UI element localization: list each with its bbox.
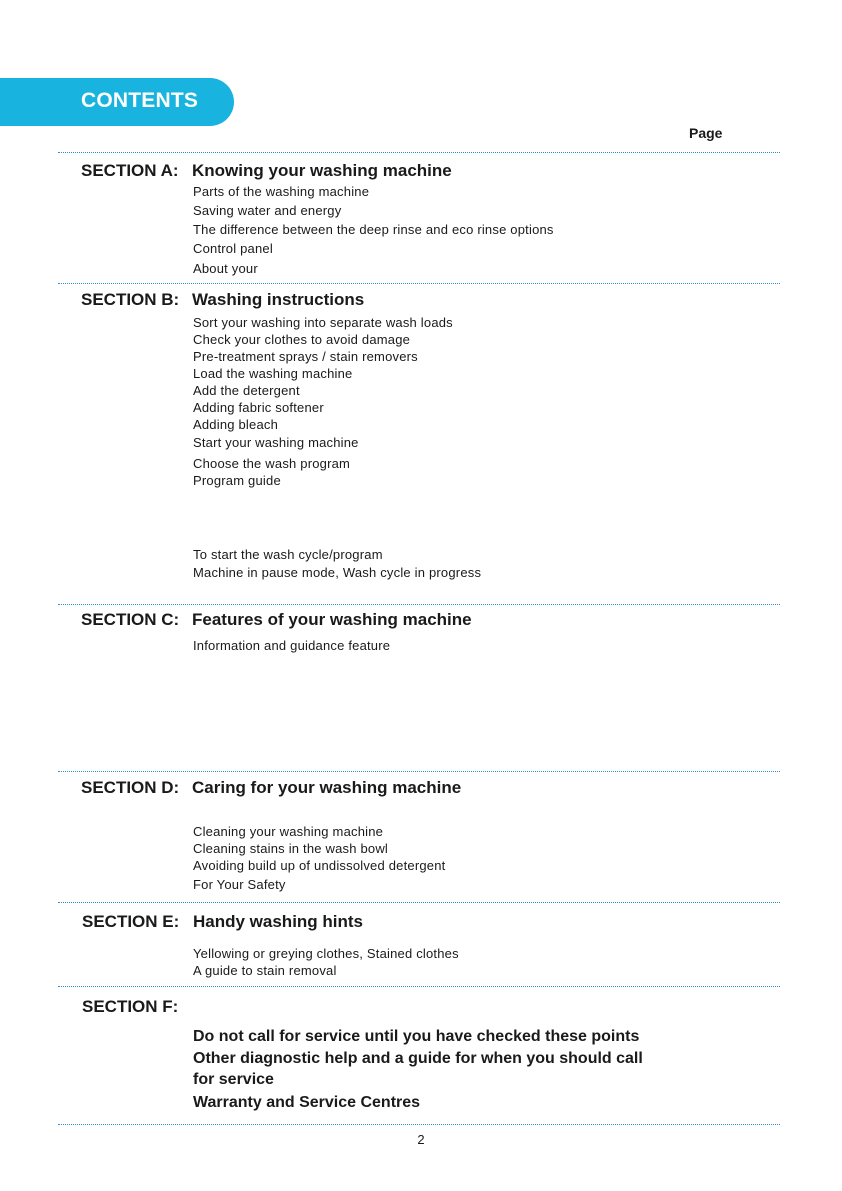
section-a-heading	[81, 161, 452, 181]
section-divider	[58, 604, 780, 605]
section-divider	[58, 283, 780, 284]
section-b-heading	[81, 290, 364, 310]
toc-item[interactable]: Start your washing machine	[193, 435, 359, 450]
section-e-heading	[82, 912, 363, 932]
toc-item[interactable]: Parts of the washing machine	[193, 184, 370, 199]
toc-item[interactable]: Check your clothes to avoid damage	[193, 332, 411, 347]
page-number: 2	[417, 1132, 425, 1147]
section-code: SECTION C:	[81, 610, 180, 629]
section-code: SECTION D:	[81, 778, 180, 797]
toc-item[interactable]: Program guide	[193, 473, 281, 488]
section-d-heading	[81, 778, 461, 798]
toc-item[interactable]: Yellowing or greying clothes, Stained clothes	[193, 946, 459, 961]
section-f-heading	[82, 997, 193, 1017]
toc-item[interactable]: Warranty and Service Centres	[193, 1094, 421, 1111]
section-title: Caring for your washing machine	[192, 778, 462, 797]
section-code: SECTION F:	[82, 997, 179, 1016]
toc-item[interactable]: Other diagnostic help and a guide for when you should call	[193, 1050, 643, 1067]
toc-item[interactable]: Do not call for service until you have checked these points	[193, 1028, 640, 1045]
section-divider	[58, 902, 780, 903]
toc-item[interactable]: The difference between the deep rinse and eco rinse options	[193, 222, 554, 237]
toc-item[interactable]: For Your Safety	[193, 877, 286, 892]
section-divider	[58, 986, 780, 987]
toc-item[interactable]: About your	[193, 261, 258, 276]
section-code: SECTION A:	[81, 161, 179, 180]
toc-item[interactable]: A guide to stain removal	[193, 963, 337, 978]
toc-item[interactable]: Cleaning stains in the wash bowl	[193, 841, 389, 856]
toc-item[interactable]: Machine in pause mode, Wash cycle in progress	[193, 565, 482, 580]
toc-item[interactable]: for service	[193, 1071, 274, 1088]
page-column-label: Page	[689, 125, 723, 141]
toc-item[interactable]: Information and guidance feature	[193, 638, 391, 653]
toc-item[interactable]: Load the washing machine	[193, 366, 353, 381]
toc-item[interactable]: Adding bleach	[193, 417, 278, 432]
section-title: Features of your washing machine	[192, 610, 472, 629]
section-code: SECTION B:	[81, 290, 180, 309]
toc-item[interactable]: To start the wash cycle/program	[193, 547, 383, 562]
toc-item[interactable]: Saving water and energy	[193, 203, 342, 218]
section-code: SECTION E:	[82, 912, 180, 931]
section-c-heading	[81, 610, 472, 630]
toc-item[interactable]: Pre-treatment sprays / stain removers	[193, 349, 418, 364]
section-divider	[58, 1124, 780, 1125]
toc-item[interactable]: Control panel	[193, 241, 273, 256]
toc-item[interactable]: Cleaning your washing machine	[193, 824, 384, 839]
toc-item[interactable]: Choose the wash program	[193, 456, 351, 471]
section-divider	[58, 152, 780, 153]
toc-item[interactable]: Avoiding build up of undissolved detergent	[193, 858, 446, 873]
section-divider	[58, 771, 780, 772]
toc-item[interactable]: Sort your washing into separate wash loads	[193, 315, 453, 330]
section-title: Washing instructions	[192, 290, 365, 309]
toc-item[interactable]: Add the detergent	[193, 383, 300, 398]
section-title: Knowing your washing machine	[192, 161, 452, 180]
section-title: Handy washing hints	[193, 912, 364, 931]
toc-item[interactable]: Adding fabric softener	[193, 400, 324, 415]
page-title: CONTENTS	[81, 89, 199, 112]
